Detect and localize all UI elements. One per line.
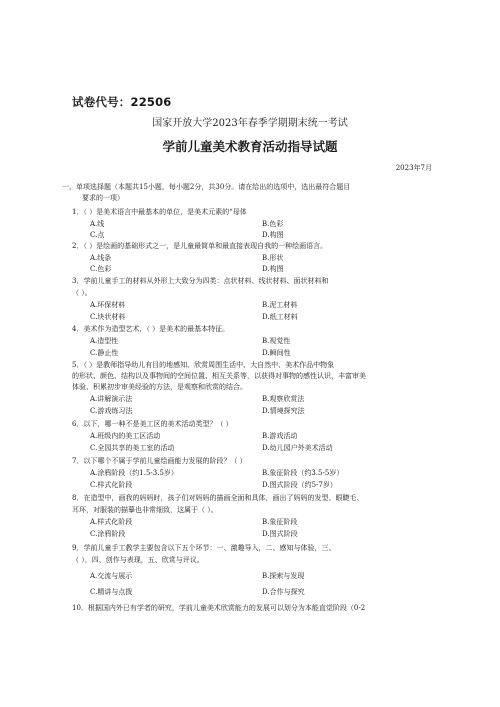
question-5-option-a: A.讲解演示法 [90,395,133,403]
question-7-option-c: C.样式化阶段 [90,481,133,489]
question-3-stem-cont: （ ）。 [72,289,92,297]
exam-session-line: 国家开放大学2023年春季学期期末统一考试 [152,118,348,129]
question-2-option-b: B.形状 [262,254,284,262]
question-4-option-a: A.造型性 [90,337,119,345]
exam-code: 试卷代号：22506 [72,95,172,109]
question-1-option-a: A.线 [90,220,105,228]
question-6-option-b: B.游戏活动 [262,432,298,440]
question-3-option-a: A.环保材料 [90,301,126,309]
question-6-option-a: A.班级内的美工区活动 [90,432,161,440]
question-9-option-c: C.精讲与点拨 [90,588,133,596]
question-2-option-c: C.色彩 [90,265,112,273]
section-heading: 一、单项选择题（本题共15小题，每小题2分，共30分。请在给出的选项中，选出最符合题目 [62,183,351,191]
question-6-option-d: D.幼儿园户外美术活动 [262,444,333,452]
question-8-option-c: C.涂鸦阶段 [90,530,126,538]
question-1-option-b: B.色彩 [262,220,284,228]
question-4-option-d: D.瞬间性 [262,349,291,357]
question-4-stem: 4．美术作为造型艺术，（ ）是美术的最基本特征。 [72,325,230,333]
question-5-option-c: C.游戏练习法 [90,407,133,415]
question-1-option-d: D.构图 [262,231,284,239]
question-1-stem: 1．（ ）是美术语言中最基本的单位，是美术元素的“母体 [72,208,247,216]
question-5-option-d: D.情境探究法 [262,407,305,415]
question-3-option-d: D.纸工材料 [262,313,298,321]
question-5-stem-cont: 的形状、颜色、结构以及事物间的空间位置、相互关系等，以获得对事物的感性认识，丰富审美 [72,372,366,380]
question-7-option-b: B.象征阶段（约3.5-5岁） [262,469,344,477]
question-4-option-b: B.视觉性 [262,337,291,345]
question-1-option-c: C.点 [90,231,105,239]
question-8-option-b: B.象征阶段 [262,518,298,526]
question-7-stem: 7．以下哪个不属于学前儿童绘画能力发展的阶段？（ ） [72,457,247,465]
question-10-stem: 10．根据国内外已有学者的研究，学前儿童美术欣赏能力的发展可以划分为本能直觉阶段（0-2 [72,604,366,612]
question-5-stem: 5．（ ）是教师指导幼儿有目的地感知、欣赏周围生活中、大自然中、美术作品中物象 [72,361,335,369]
question-5-stem-cont-2: 体验、积累初步审美经验的方法，是观察和欣赏的结合。 [72,383,247,391]
question-2-option-a: A.线条 [90,254,112,262]
question-4-option-c: C.静止性 [90,349,119,357]
question-8-option-a: A.样式化阶段 [90,518,133,526]
question-9-stem: 9．学前儿童手工教学主要包含以下五个环节：一、激趣导入，二、感知与体验，三、 [72,544,336,552]
question-6-option-c: C.全园共享的美工室的活动 [90,444,175,452]
section-heading-cont: 要求的一项） [82,194,124,202]
question-3-option-b: B.泥工材料 [262,301,298,309]
question-9-option-a: A.交流与展示 [90,572,133,580]
question-7-option-a: A.涂鸦阶段（约1.5-3.5岁） [90,469,178,477]
question-8-stem-cont: 耳环，对服装的描摹也非常细致，这属于（ ）。 [72,506,218,514]
question-5-option-b: B.观察欣赏法 [262,395,305,403]
page-title: 学前儿童美术教育活动指导试题 [162,139,338,154]
exam-date: 2023年7月 [395,164,432,172]
question-6-stem: 6．以下，哪一种不是美工区的美术活动类型？（ ） [72,420,233,428]
question-8-stem: 8．在造型中，画我的妈妈时，孩子们对妈妈的描画全面和具体，画出了妈妈的发型、眼睫毛、 [72,494,364,502]
question-2-option-d: D.构图 [262,265,284,273]
question-9-stem-cont: （ ），四、创作与表现，五、欣赏与评议。 [72,556,204,564]
question-3-option-c: C.块状材料 [90,313,126,321]
question-2-stem: 2．（ ）是绘画的基础形式之一，是儿童最简单和最直接表现自我的一种绘画语言。 [72,242,328,250]
question-3-stem: 3．学前儿童手工的材料从外形上大致分为四类：点状材料、线状材料、面状材料和 [72,277,329,285]
question-7-option-d: D.图式阶段（约5-7岁） [262,481,337,489]
question-9-option-b: B.探索与发现 [262,572,305,580]
question-9-option-d: D.合作与探究 [262,588,305,596]
question-8-option-d: D.图式阶段 [262,530,298,538]
